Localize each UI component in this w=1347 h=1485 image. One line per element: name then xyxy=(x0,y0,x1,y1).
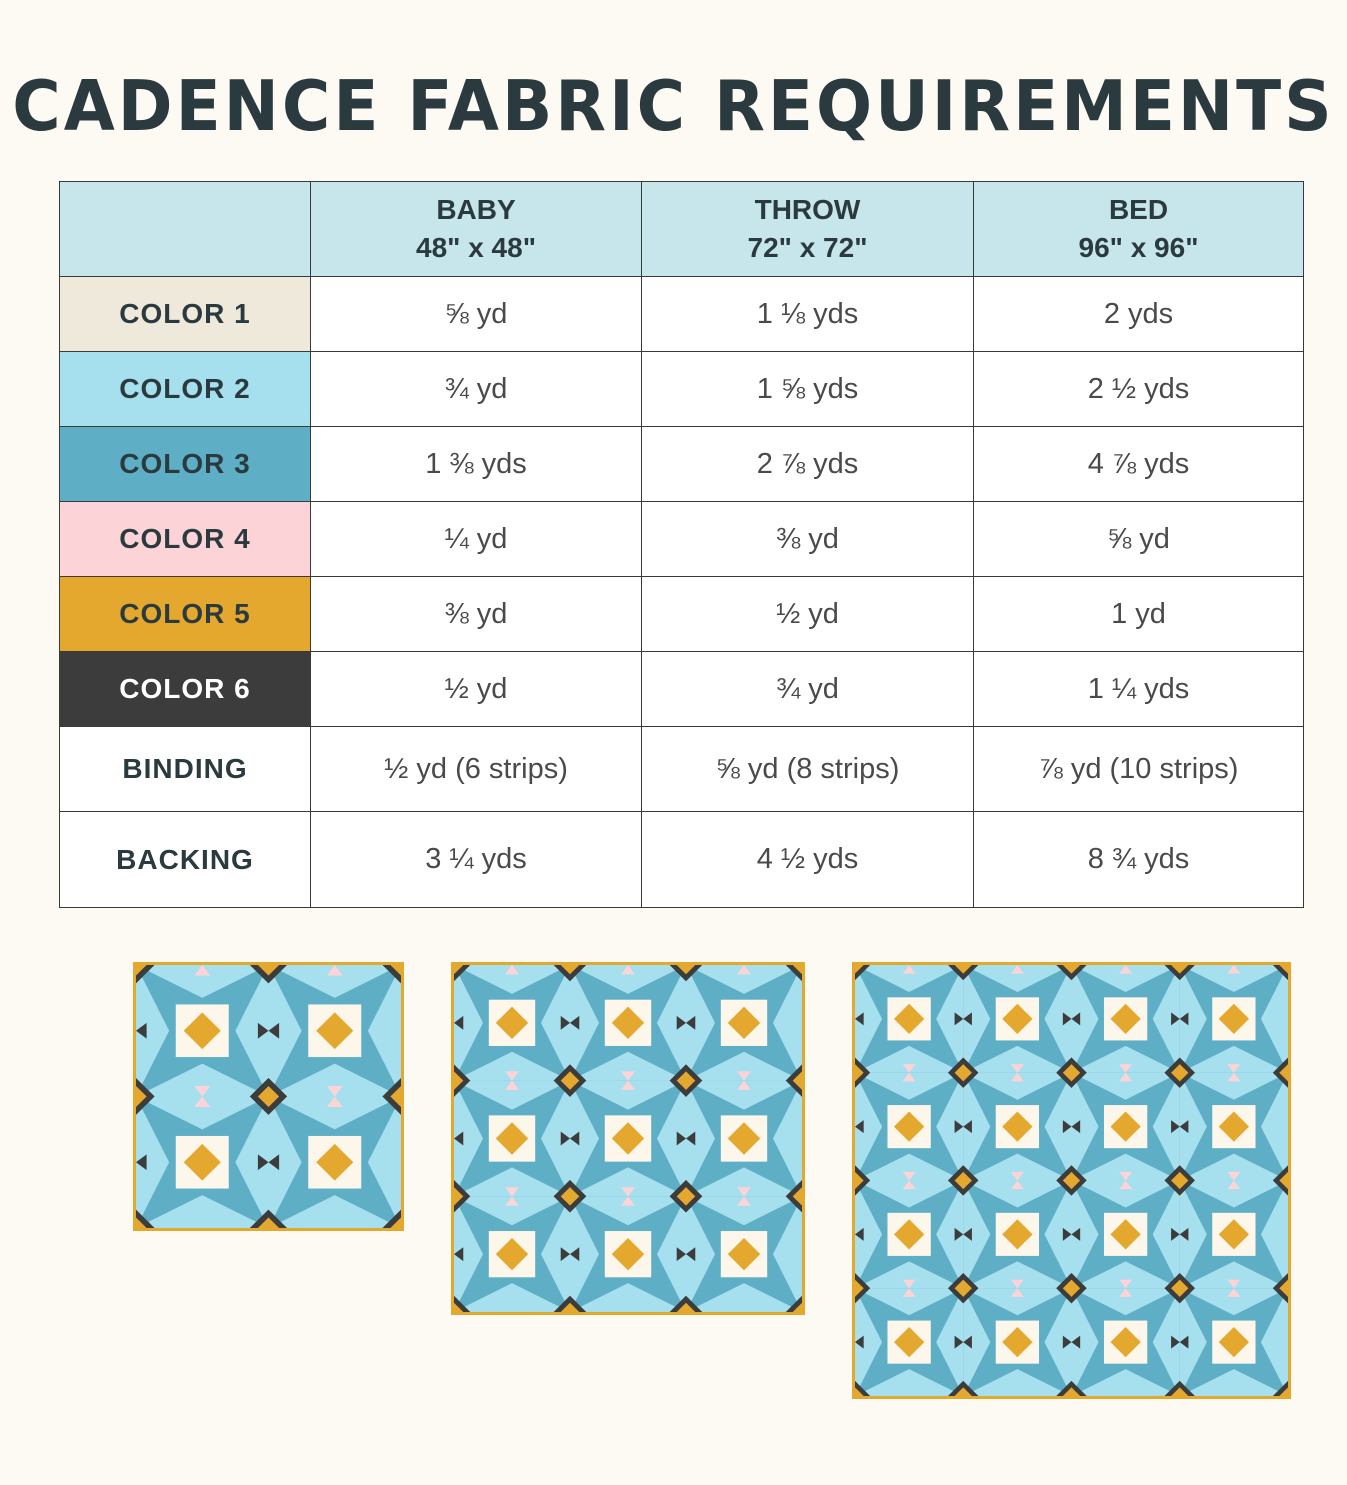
header-bed-name: BED xyxy=(1108,194,1169,225)
quilt-baby-image xyxy=(133,962,404,1231)
row-label: COLOR 1 xyxy=(60,277,311,352)
header-baby xyxy=(311,182,642,277)
table-cell: 1 ⅝ yds xyxy=(642,352,974,427)
table-cell: ½ yd (6 strips) xyxy=(311,727,642,812)
table-cell: 8 ¾ yds xyxy=(974,812,1304,908)
table-row xyxy=(60,652,1304,727)
row-label: COLOR 4 xyxy=(60,502,311,577)
table-cell: 1 ⅜ yds xyxy=(311,427,642,502)
table-cell: ⅝ yd xyxy=(974,502,1304,577)
table-cell: 2 yds xyxy=(974,277,1304,352)
fabric-requirements-table xyxy=(59,181,1304,908)
header-throw-name: THROW xyxy=(754,194,861,225)
table-row xyxy=(60,352,1304,427)
table-cell: 4 ⅞ yds xyxy=(974,427,1304,502)
table-row xyxy=(60,427,1304,502)
row-label: BACKING xyxy=(60,812,311,908)
table-cell: 3 ¼ yds xyxy=(311,812,642,908)
header-throw xyxy=(642,182,974,277)
page-title: CADENCE FABRIC REQUIREMENTS xyxy=(12,66,1335,147)
table-cell: 2 ½ yds xyxy=(974,352,1304,427)
header-bed xyxy=(974,182,1304,277)
quilt-baby-svg xyxy=(136,965,401,1228)
table-cell: ½ yd xyxy=(642,577,974,652)
row-label: BINDING xyxy=(60,727,311,812)
quilt-bed-image xyxy=(852,962,1291,1399)
table-row xyxy=(60,502,1304,577)
table-row xyxy=(60,727,1304,812)
table-cell: ¾ yd xyxy=(311,352,642,427)
table-cell: ⅜ yd xyxy=(311,577,642,652)
table-cell: ¾ yd xyxy=(642,652,974,727)
table-cell: ⅝ yd xyxy=(311,277,642,352)
header-corner-cell xyxy=(60,182,311,277)
header-throw-size: 72" x 72" xyxy=(747,232,868,263)
table-cell: ¼ yd xyxy=(311,502,642,577)
row-label: COLOR 3 xyxy=(60,427,311,502)
table-cell: 1 ⅛ yds xyxy=(642,277,974,352)
header-row xyxy=(60,182,1304,277)
table-cell: 4 ½ yds xyxy=(642,812,974,908)
table-cell: 1 yd xyxy=(974,577,1304,652)
row-label: COLOR 2 xyxy=(60,352,311,427)
table-cell: ⅝ yd (8 strips) xyxy=(642,727,974,812)
table-row xyxy=(60,577,1304,652)
header-baby-size: 48" x 48" xyxy=(416,232,536,263)
row-label: COLOR 5 xyxy=(60,577,311,652)
table-cell: ½ yd xyxy=(311,652,642,727)
table-row xyxy=(60,277,1304,352)
row-label: COLOR 6 xyxy=(60,652,311,727)
quilt-throw-svg xyxy=(454,965,802,1312)
table-cell: ⅞ yd (10 strips) xyxy=(974,727,1304,812)
table-cell: 2 ⅞ yds xyxy=(642,427,974,502)
header-bed-size: 96" x 96" xyxy=(1078,232,1199,263)
table-cell: ⅜ yd xyxy=(642,502,974,577)
quilt-bed-svg xyxy=(855,965,1288,1396)
header-baby-name: BABY xyxy=(436,194,516,225)
quilt-throw-image xyxy=(451,962,805,1315)
table-cell: 1 ¼ yds xyxy=(974,652,1304,727)
table-row xyxy=(60,812,1304,908)
